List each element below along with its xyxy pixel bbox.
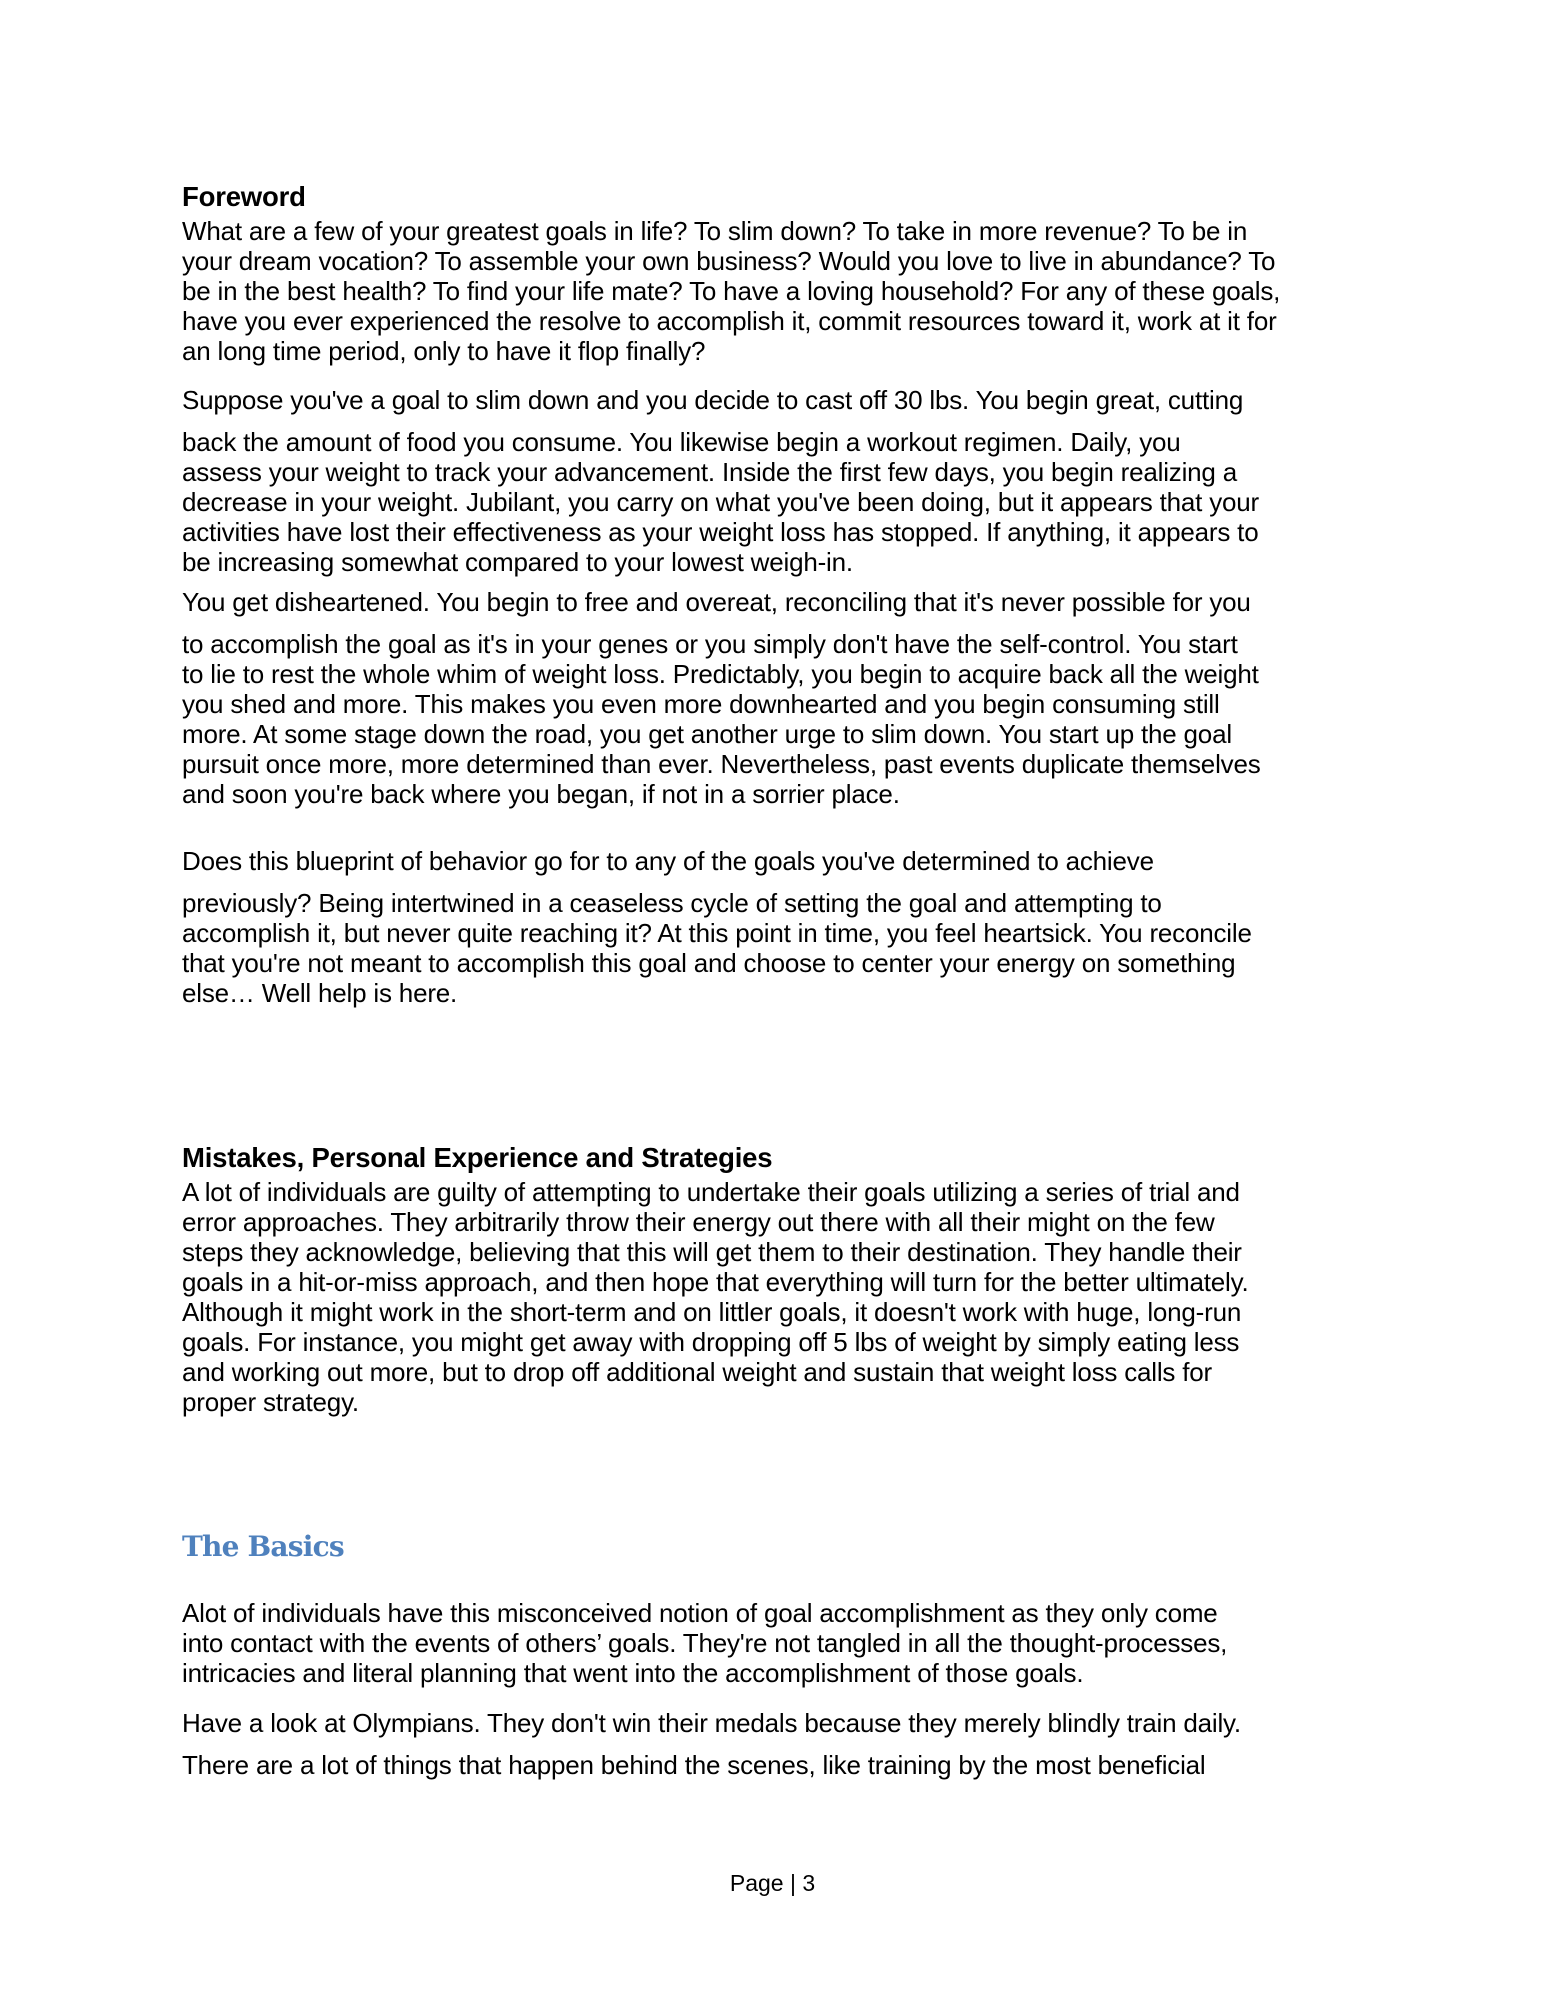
- text-line: and working out more, but to drop off additional weight and sustain that weight loss calls for: [182, 1357, 1212, 1387]
- text-line: Alot of individuals have this misconceived notion of goal accomplishment as they only come: [182, 1598, 1218, 1628]
- text-line: an long time period, only to have it flop finally?: [182, 336, 706, 366]
- text-line: be increasing somewhat compared to your lowest weigh-in.: [182, 547, 853, 577]
- text-line: have you ever experienced the resolve to accomplish it, commit resources toward it, work at it for: [182, 306, 1277, 336]
- text-line: into contact with the events of others’ goals. They're not tangled in all the thought-processes,: [182, 1628, 1228, 1658]
- text-line: steps they acknowledge, believing that this will get them to their destination. They handle their: [182, 1237, 1242, 1267]
- text-line: goals in a hit-or-miss approach, and then hope that everything will turn for the better ultimately.: [182, 1267, 1249, 1297]
- section-heading-foreword: Foreword: [182, 181, 306, 212]
- text-line: decrease in your weight. Jubilant, you carry on what you've been doing, but it appears that your: [182, 487, 1259, 517]
- text-line: error approaches. They arbitrarily throw their energy out there with all their might on the few: [182, 1207, 1215, 1237]
- text-line: goals. For instance, you might get away with dropping off 5 lbs of weight by simply eating less: [182, 1327, 1240, 1357]
- text-line: you shed and more. This makes you even more downhearted and you begin consuming still: [182, 689, 1220, 719]
- text-line: Suppose you've a goal to slim down and you decide to cast off 30 lbs. You begin great, cutting: [182, 385, 1244, 415]
- text-line: else… Well help is here.: [182, 978, 458, 1008]
- text-line: accomplish it, but never quite reaching it? At this point in time, you feel heartsick. You reconcile: [182, 918, 1252, 948]
- text-line: your dream vocation? To assemble your own business? Would you love to live in abundance? To: [182, 246, 1276, 276]
- text-line: Although it might work in the short-term and on littler goals, it doesn't work with huge, long-run: [182, 1297, 1242, 1327]
- text-line: be in the best health? To find your life mate? To have a loving household? For any of these goals,: [182, 276, 1281, 306]
- page-number-footer: Page | 3: [729, 1870, 816, 1896]
- text-line: and soon you're back where you began, if not in a sorrier place.: [182, 779, 900, 809]
- text-line: activities have lost their effectiveness as your weight loss has stopped. If anything, it appears to: [182, 517, 1259, 547]
- text-line: Does this blueprint of behavior go for to any of the goals you've determined to achieve: [182, 846, 1154, 876]
- text-line: to accomplish the goal as it's in your genes or you simply don't have the self-control. You start: [182, 629, 1238, 659]
- text-line: pursuit once more, more determined than ever. Nevertheless, past events duplicate themselves: [182, 749, 1261, 779]
- text-line: assess your weight to track your advancement. Inside the first few days, you begin realizing a: [182, 457, 1237, 487]
- text-line: to lie to rest the whole whim of weight loss. Predictably, you begin to acquire back all the weight: [182, 659, 1259, 689]
- text-line: A lot of individuals are guilty of attempting to undertake their goals utilizing a series of trial and: [182, 1177, 1240, 1207]
- text-line: more. At some stage down the road, you get another urge to slim down. You start up the goal: [182, 719, 1232, 749]
- text-line: back the amount of food you consume. You likewise begin a workout regimen. Daily, you: [182, 427, 1181, 457]
- text-line: You get disheartened. You begin to free and overeat, reconciling that it's never possible for you: [182, 587, 1251, 617]
- text-line: proper strategy.: [182, 1387, 359, 1417]
- text-line: There are a lot of things that happen behind the scenes, like training by the most beneficial: [182, 1750, 1206, 1780]
- text-line: What are a few of your greatest goals in life? To slim down? To take in more revenue? To be in: [182, 216, 1248, 246]
- text-line: Have a look at Olympians. They don't win their medals because they merely blindly train daily.: [182, 1708, 1241, 1738]
- text-line: that you're not meant to accomplish this goal and choose to center your energy on something: [182, 948, 1236, 978]
- text-line: previously? Being intertwined in a ceaseless cycle of setting the goal and attempting to: [182, 888, 1162, 918]
- text-line: intricacies and literal planning that went into the accomplishment of those goals.: [182, 1658, 1084, 1688]
- section-heading-the-basics: The Basics: [182, 1530, 344, 1563]
- section-heading-mistakes: Mistakes, Personal Experience and Strategies: [182, 1142, 773, 1173]
